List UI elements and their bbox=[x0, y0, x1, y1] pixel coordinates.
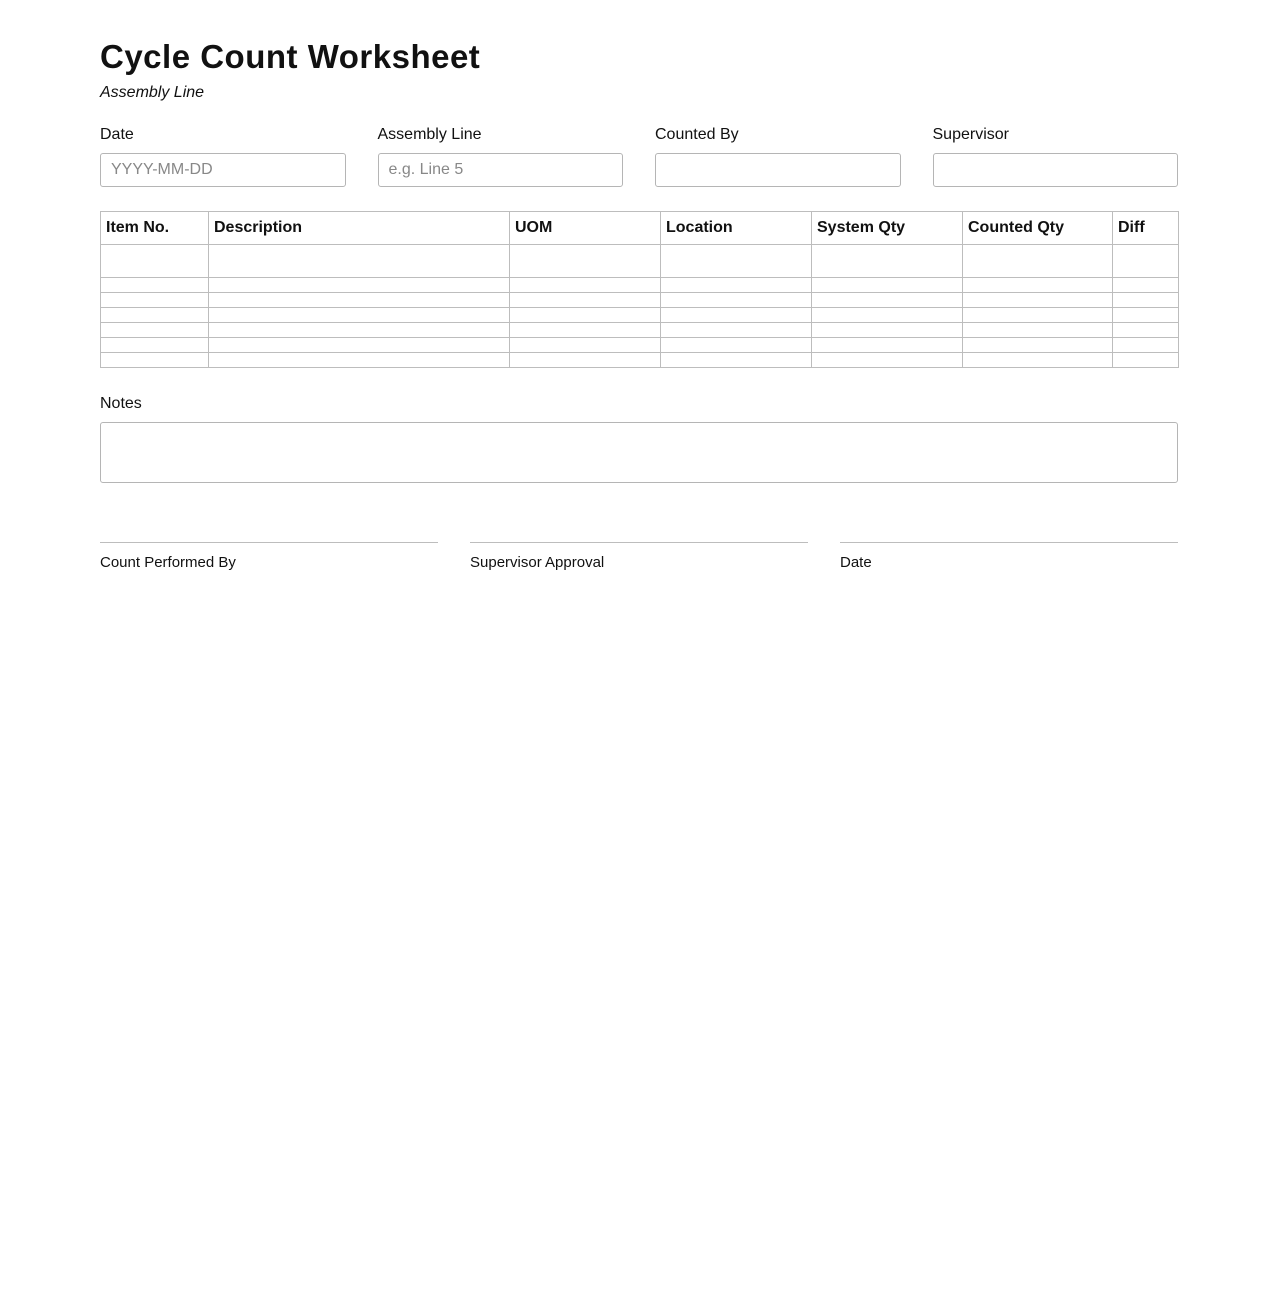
column-header-uom: UOM bbox=[510, 212, 661, 245]
table-cell[interactable] bbox=[963, 353, 1113, 368]
signature-date[interactable]: Date bbox=[840, 542, 1178, 571]
table-cell[interactable] bbox=[209, 353, 510, 368]
table-cell[interactable] bbox=[510, 308, 661, 323]
date-field-group bbox=[100, 126, 346, 187]
table-cell[interactable] bbox=[209, 338, 510, 353]
count-table bbox=[100, 211, 1179, 368]
signature-section bbox=[100, 542, 1178, 571]
table-cell[interactable] bbox=[812, 293, 963, 308]
table-cell[interactable] bbox=[963, 293, 1113, 308]
table-cell[interactable] bbox=[510, 293, 661, 308]
column-header-location: Location bbox=[661, 212, 812, 245]
table-cell[interactable] bbox=[510, 278, 661, 293]
table-cell[interactable] bbox=[661, 245, 812, 278]
supervisor-input[interactable] bbox=[933, 153, 1179, 187]
table-row bbox=[101, 245, 1179, 278]
table-cell[interactable] bbox=[1113, 245, 1179, 278]
supervisor-label: Supervisor bbox=[932, 126, 1009, 143]
table-row bbox=[101, 308, 1179, 323]
table-cell[interactable] bbox=[209, 293, 510, 308]
column-header-diff: Diff bbox=[1113, 212, 1179, 245]
table-cell[interactable] bbox=[963, 278, 1113, 293]
table-cell[interactable] bbox=[812, 338, 963, 353]
table-row bbox=[101, 338, 1179, 353]
table-cell[interactable] bbox=[812, 308, 963, 323]
table-cell[interactable] bbox=[963, 338, 1113, 353]
table-cell[interactable] bbox=[812, 245, 963, 278]
table-cell[interactable] bbox=[963, 323, 1113, 338]
table-cell[interactable] bbox=[209, 308, 510, 323]
notes-textarea[interactable] bbox=[100, 422, 1178, 483]
column-header-item-no: Item No. bbox=[101, 212, 209, 245]
table-cell[interactable] bbox=[1113, 353, 1179, 368]
table-cell[interactable] bbox=[1113, 308, 1179, 323]
date-label: Date bbox=[100, 126, 134, 143]
assembly-line-field-group bbox=[378, 126, 624, 187]
column-header-description: Description bbox=[209, 212, 510, 245]
counted-by-label: Counted By bbox=[655, 126, 739, 143]
table-row bbox=[101, 353, 1179, 368]
table-cell[interactable] bbox=[510, 353, 661, 368]
table-cell[interactable] bbox=[101, 338, 209, 353]
table-cell[interactable] bbox=[812, 353, 963, 368]
page-subtitle: Assembly Line bbox=[100, 84, 205, 101]
table-cell[interactable] bbox=[812, 323, 963, 338]
table-cell[interactable] bbox=[1113, 278, 1179, 293]
assembly-line-label: Assembly Line bbox=[377, 126, 482, 143]
table-cell[interactable] bbox=[209, 278, 510, 293]
table-cell[interactable] bbox=[963, 245, 1113, 278]
table-cell[interactable] bbox=[661, 293, 812, 308]
table-cell[interactable] bbox=[101, 278, 209, 293]
notes-label: Notes bbox=[100, 395, 142, 412]
table-cell[interactable] bbox=[101, 323, 209, 338]
table-cell[interactable] bbox=[510, 323, 661, 338]
table-header-row bbox=[101, 212, 1179, 245]
table-cell[interactable] bbox=[812, 278, 963, 293]
table-cell[interactable] bbox=[101, 245, 209, 278]
table-cell[interactable] bbox=[661, 308, 812, 323]
table-cell[interactable] bbox=[661, 353, 812, 368]
date-input[interactable] bbox=[100, 153, 346, 187]
table-cell[interactable] bbox=[661, 278, 812, 293]
counted-by-field-group bbox=[655, 126, 901, 187]
table-cell[interactable] bbox=[510, 338, 661, 353]
supervisor-field-group bbox=[933, 126, 1179, 187]
table-cell[interactable] bbox=[101, 353, 209, 368]
signature-count-performed-by[interactable]: Count Performed By bbox=[100, 542, 438, 571]
table-cell[interactable] bbox=[101, 293, 209, 308]
table-cell[interactable] bbox=[209, 245, 510, 278]
table-row bbox=[101, 323, 1179, 338]
assembly-line-input[interactable] bbox=[378, 153, 624, 187]
counted-by-input[interactable] bbox=[655, 153, 901, 187]
column-header-system-qty: System Qty bbox=[812, 212, 963, 245]
table-row bbox=[101, 278, 1179, 293]
table-cell[interactable] bbox=[1113, 293, 1179, 308]
table-cell[interactable] bbox=[510, 245, 661, 278]
signature-supervisor-approval[interactable]: Supervisor Approval bbox=[470, 542, 808, 571]
column-header-counted-qty: Counted Qty bbox=[963, 212, 1113, 245]
table-cell[interactable] bbox=[963, 308, 1113, 323]
table-cell[interactable] bbox=[101, 308, 209, 323]
table-row bbox=[101, 293, 1179, 308]
table-cell[interactable] bbox=[661, 338, 812, 353]
header-fields bbox=[100, 126, 1178, 187]
table-cell[interactable] bbox=[661, 323, 812, 338]
table-cell[interactable] bbox=[209, 323, 510, 338]
table-cell[interactable] bbox=[1113, 323, 1179, 338]
table-cell[interactable] bbox=[1113, 338, 1179, 353]
page-title: Cycle Count Worksheet bbox=[100, 38, 481, 75]
